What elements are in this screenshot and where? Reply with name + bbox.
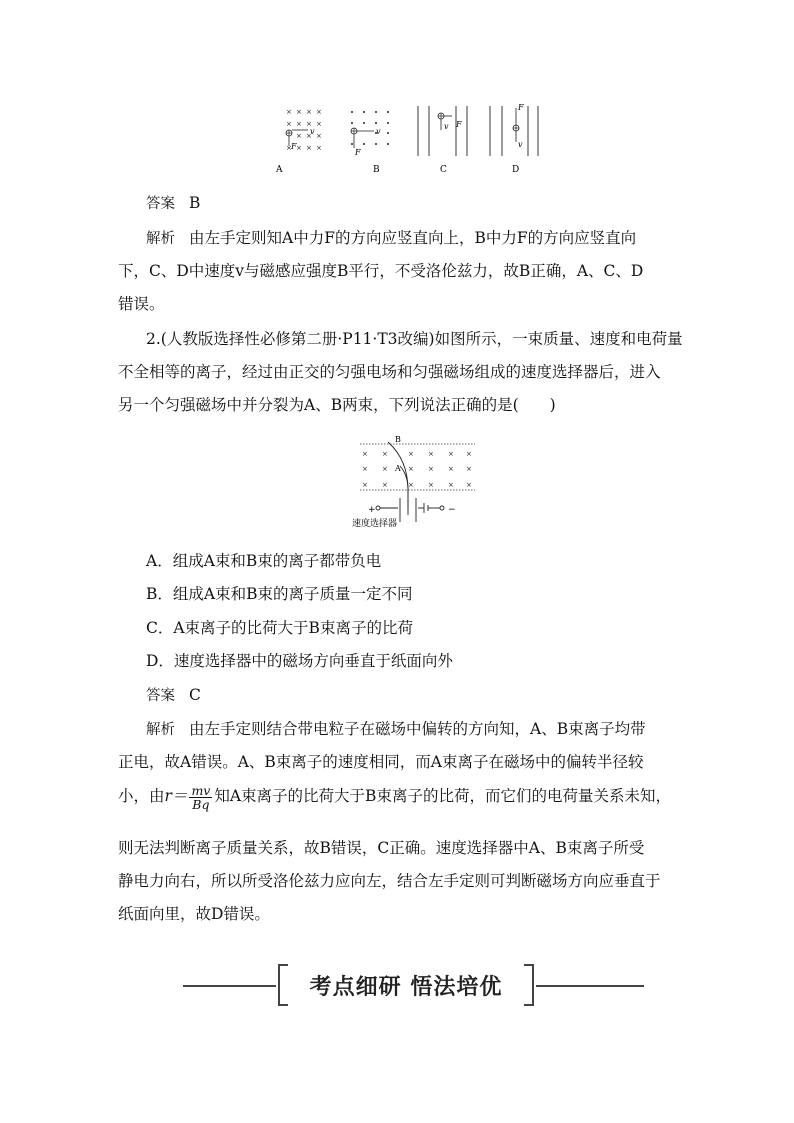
- svg-text:×: ×: [428, 465, 434, 473]
- panel-a-v-label: v: [310, 127, 315, 136]
- q1-analysis-line-2: 下，C、D中速度v与磁感应强度B平行，不受洛伦兹力，故B正确，A、C、D: [118, 262, 644, 280]
- banner-title: 考点细研 悟法培优: [309, 974, 503, 1000]
- svg-text:×: ×: [306, 108, 312, 116]
- svg-text:×: ×: [316, 144, 322, 152]
- panel-label-d: D: [512, 165, 520, 175]
- panel-label-a: A: [276, 165, 283, 175]
- q2-analysis-label: 解析: [146, 722, 175, 738]
- q2-analysis-line-3-pre: 小，由: [118, 787, 165, 805]
- q1-analysis-line-1: 由左手定则知A中力F的方向应竖直向上，B中力F的方向应竖直向: [189, 229, 637, 247]
- beam-b-label: B: [395, 435, 401, 444]
- q2-analysis-line-4: 则无法判断离子质量关系，故B错误，C正确。速度选择器中A、B束离子所受: [118, 839, 645, 857]
- svg-text:×: ×: [466, 450, 472, 458]
- svg-text:×: ×: [296, 144, 302, 152]
- panel-b-v-label: v: [376, 127, 381, 136]
- svg-text:×: ×: [362, 465, 368, 473]
- selector-caption: 速度选择器: [352, 519, 398, 529]
- figure-velocity-selector: [340, 430, 490, 530]
- svg-text:×: ×: [382, 450, 388, 458]
- panel-label-c: C: [440, 165, 447, 175]
- panel-d-f-label: F: [518, 103, 524, 112]
- minus-sign: −: [448, 505, 456, 515]
- formula-numerator: mv: [191, 782, 211, 798]
- q2-stem-line-1: 2.(人教版选择性必修第二册·P11·T3改编)如图所示，一束质量、速度和电荷量: [146, 330, 683, 348]
- q2-analysis-line-3: [118, 782, 678, 811]
- svg-text:×: ×: [296, 120, 302, 128]
- q1-answer: B: [189, 194, 201, 212]
- svg-text:×: ×: [448, 450, 454, 458]
- svg-text:×: ×: [296, 108, 302, 116]
- svg-text:×: ×: [286, 120, 292, 128]
- panel-d: [490, 106, 538, 156]
- formula-lhs: r＝: [164, 787, 188, 805]
- q2-analysis-line-3-post: 知A束离子的比荷大于B束离子的比荷，而它们的电荷量关系未知，: [214, 787, 671, 805]
- panel-b-f-label: F: [355, 148, 361, 157]
- q2-analysis-row: [146, 719, 706, 740]
- beam-a-label: A: [395, 464, 401, 473]
- option-a: A．组成A束和B束的离子都带负电: [146, 552, 382, 570]
- q2-stem-line-2: 不全相等的离子，经过由正交的匀强电场和匀强磁场组成的速度选择器后，进入: [118, 363, 661, 381]
- banner-rule-left: [183, 985, 276, 987]
- svg-text:×: ×: [466, 465, 472, 473]
- svg-text:×: ×: [362, 481, 368, 489]
- q2-analysis-line-5: 静电力向右，所以所受洛伦兹力应向左，结合左手定则可判断磁场方向应垂直于: [118, 872, 661, 890]
- panel-label-b: B: [373, 165, 380, 175]
- panel-a-f-label: F: [291, 142, 297, 151]
- section-banner: [276, 962, 536, 1006]
- svg-text:×: ×: [448, 465, 454, 473]
- formula-denominator: Bq: [192, 796, 210, 812]
- panel-d-v-label: v: [518, 140, 523, 149]
- option-b: B．组成A束和B束的离子质量一定不同: [146, 585, 413, 603]
- svg-text:×: ×: [286, 144, 292, 152]
- q2-answer-row: [146, 685, 706, 706]
- svg-text:×: ×: [408, 465, 414, 473]
- q2-analysis-line-1: 由左手定则结合带电粒子在磁场中偏转的方向知，A、B束离子均带: [189, 720, 646, 738]
- q1-analysis-label: 解析: [146, 231, 175, 247]
- svg-text:×: ×: [286, 108, 292, 116]
- q2-answer: C: [189, 686, 201, 704]
- svg-text:×: ×: [306, 144, 312, 152]
- banner-bracket-right: [524, 964, 534, 1006]
- q1-answer-label: 答案: [146, 196, 175, 212]
- q2-stem-line-3: 另一个匀强磁场中并分裂为A、B两束，下列说法正确的是( ): [118, 396, 556, 414]
- svg-text:×: ×: [408, 450, 414, 458]
- svg-text:×: ×: [382, 481, 388, 489]
- field-crosses: [362, 450, 472, 489]
- banner-rule-right: [536, 985, 644, 987]
- q2-answer-label: 答案: [146, 688, 175, 704]
- svg-text:×: ×: [296, 132, 302, 140]
- q2-analysis-line-2: 正电，故A错误。A、B束离子的速度相同，而A束离子在磁场中的偏转半径较: [118, 753, 644, 771]
- svg-text:×: ×: [316, 120, 322, 128]
- svg-text:×: ×: [408, 481, 414, 489]
- formula-fraction: [189, 784, 212, 811]
- svg-text:×: ×: [306, 120, 312, 128]
- svg-text:×: ×: [466, 481, 472, 489]
- svg-text:×: ×: [428, 481, 434, 489]
- svg-text:×: ×: [316, 108, 322, 116]
- svg-text:×: ×: [362, 450, 368, 458]
- q2-analysis-line-6: 纸面向里，故D错误。: [118, 905, 270, 923]
- plus-sign: +: [368, 505, 376, 515]
- q1-analysis-row: [146, 228, 706, 249]
- panel-c-v-label: v: [444, 122, 449, 131]
- panel-c-f-label: F: [456, 120, 462, 129]
- q1-analysis-line-3: 错误。: [118, 295, 165, 313]
- option-d: D．速度选择器中的磁场方向垂直于纸面向外: [146, 652, 453, 670]
- q1-answer-row: [146, 193, 706, 214]
- panel-c: [418, 106, 467, 156]
- svg-text:×: ×: [382, 465, 388, 473]
- figure-force-panels: [270, 100, 540, 180]
- svg-text:×: ×: [448, 481, 454, 489]
- panel-b: [351, 111, 389, 148]
- svg-text:×: ×: [316, 132, 322, 140]
- svg-text:×: ×: [428, 450, 434, 458]
- svg-text:×: ×: [306, 132, 312, 140]
- option-c: C．A束离子的比荷大于B束离子的比荷: [146, 619, 413, 637]
